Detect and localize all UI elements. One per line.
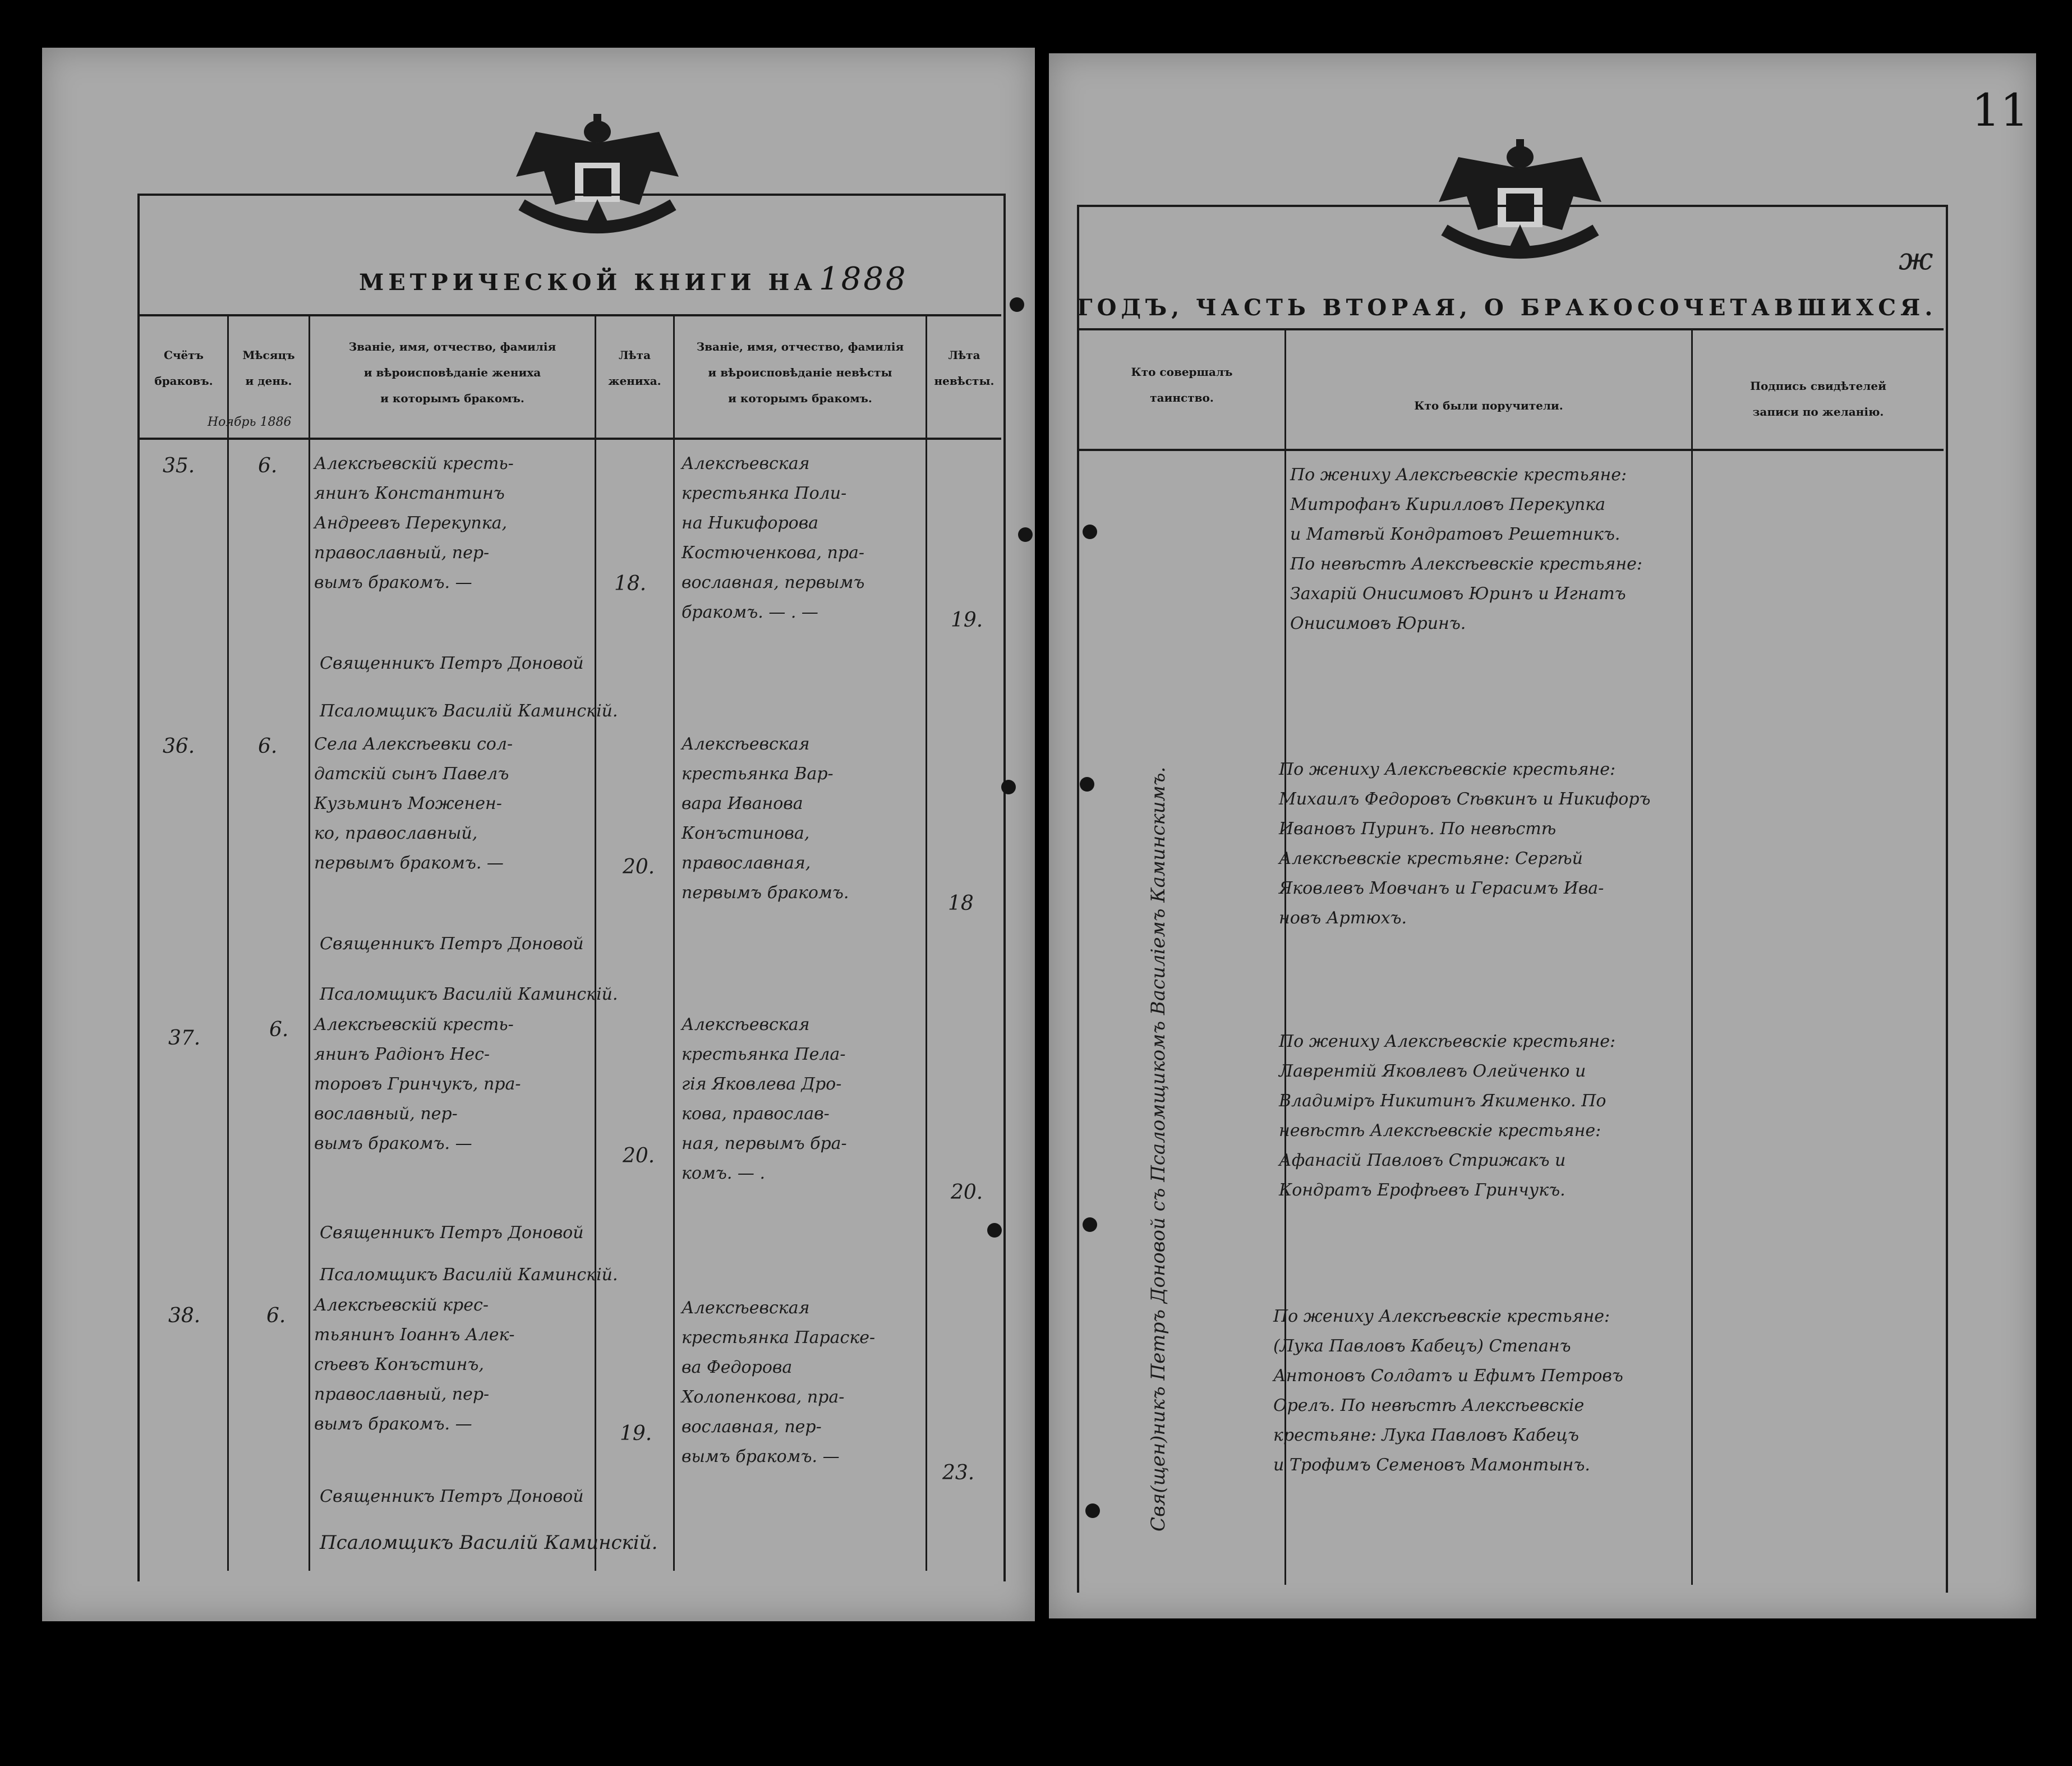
record-bride-age: 18 bbox=[948, 892, 974, 915]
record-groom: Алексѣевскій крес- тьянинъ Іоаннъ Алек- сѣевъ Конъстинъ, православный, пер- вымъ бракомъ. — bbox=[314, 1295, 515, 1434]
binding-hole bbox=[1083, 1217, 1097, 1232]
record-groom: Села Алексѣевки сол- датскій сынъ Павелъ Кузьминъ Моженен- ко, православный, первымъ бракомъ. — bbox=[314, 734, 513, 873]
record-bride-age: 19. bbox=[951, 609, 983, 632]
record-signature: Священникъ Петръ Доновой bbox=[320, 934, 584, 954]
book-year: 1888 bbox=[819, 261, 908, 297]
header-groom-age: Лѣта жениха. bbox=[608, 348, 661, 388]
binding-hole bbox=[1083, 525, 1097, 539]
book-title-right: ГОДЪ, ЧАСТЬ ВТОРАЯ, О БРАКОСОЧЕТАВШИХСЯ. bbox=[1077, 295, 1937, 321]
record-day: 6. bbox=[269, 1018, 289, 1041]
header-signatures: Подпись свидѣтелей записи по желанію. bbox=[1750, 379, 1886, 418]
record-groom-age: 20. bbox=[623, 856, 655, 879]
record-bride-age: 23. bbox=[942, 1461, 975, 1484]
header-bride-age: Лѣта невѣсты. bbox=[934, 348, 994, 388]
header-count: Счётъ браковъ. bbox=[154, 348, 213, 388]
record-clerk: Псаломщикъ Василій Каминскій. bbox=[320, 701, 618, 721]
record-witnesses: По жениху Алексѣевскіе крестьяне: Михаилъ Федоровъ Сѣвкинъ и Никифоръ Ивановъ Пуринъ. По невѣстѣ Алексѣевскіе крестьяне: Сергѣй Яковлевъ Мовчанъ и Герасимъ Ива- новъ Артюхъ. bbox=[1279, 760, 1651, 928]
record-groom-age: 20. bbox=[623, 1144, 655, 1167]
record-groom-age: 18. bbox=[614, 572, 647, 595]
record-groom: Алексѣевскій кресть- янинъ Константинъ Андреевъ Перекупка, православный, пер- вымъ бракомъ. — bbox=[314, 454, 514, 592]
record-bride: Алексѣевская крестьянка Параскe- ва Федорова Холопенкова, пра- вославная, пер- вымъ бракомъ. — bbox=[682, 1298, 876, 1466]
page-mark: ж bbox=[1899, 241, 1933, 277]
record-signature: Священникъ Петръ Доновой bbox=[320, 1487, 584, 1506]
record-num: 38. bbox=[168, 1304, 201, 1327]
record-witnesses: По жениху Алексѣевскіе крестьяне: Лаврентій Яковлевъ Олейченко и Владиміръ Никитинъ Якименко. По невѣстѣ Алексѣевскіе крестьяне: Афанасій Павловъ Стрижакъ и Кондратъ Ерофѣевъ Гринчукъ. bbox=[1279, 1032, 1616, 1200]
header-groom: Званіе, имя, отчество, фамилія и вѣроисповѣданіе жениха и которымъ бракомъ. bbox=[348, 340, 556, 405]
record-num: 35. bbox=[163, 454, 195, 477]
record-witnesses: По жениху Алексѣевскіе крестьяне: Митрофанъ Кирилловъ Перекупка и Матвѣй Кондратовъ Решетникъ. По невѣстѣ Алексѣевскіе крестьяне: Захарій Онисимовъ Юринъ и Игнатъ Онисимовъ Юринъ. bbox=[1290, 465, 1642, 633]
record-clerk: Псаломщикъ Василій Каминскій. bbox=[320, 985, 618, 1004]
record-bride: Алексѣевская крестьянка Поли- на Никифорова Костюченкова, пра- вославная, первымъ бракомъ. — . — bbox=[682, 454, 865, 622]
binding-hole bbox=[1018, 527, 1033, 542]
header-performer: Кто совершалъ таинство. bbox=[1131, 365, 1233, 404]
record-num: 36. bbox=[163, 735, 195, 758]
page-number: 11 bbox=[1972, 84, 2029, 136]
binding-hole bbox=[987, 1223, 1002, 1238]
record-day: 6. bbox=[258, 454, 278, 477]
record-day: 6. bbox=[258, 735, 278, 758]
record-groom-age: 19. bbox=[620, 1422, 652, 1445]
binding-hole bbox=[1010, 297, 1024, 312]
binding-hole bbox=[1085, 1503, 1100, 1518]
record-day: 6. bbox=[266, 1304, 286, 1327]
record-bride: Алексѣевская крестьянка Пела- гія Яковлева Дро- кова, православ- ная, первымъ бра- комъ. — . bbox=[682, 1015, 847, 1183]
record-signature: Священникъ Петръ Доновой bbox=[320, 654, 584, 673]
record-groom: Алексѣевскій кресть- янинъ Радіонъ Нес- торовъ Гринчукъ, пра- вославный, пер- вымъ бракомъ. — bbox=[314, 1015, 521, 1153]
binding-hole bbox=[1080, 777, 1094, 792]
binding-hole bbox=[1001, 780, 1016, 794]
final-clerk-signature: Псаломщикъ Василій Каминскій. bbox=[320, 1532, 658, 1554]
header-witnesses: Кто были поручители. bbox=[1414, 399, 1563, 412]
record-clerk: Псаломщикъ Василій Каминскій. bbox=[320, 1265, 618, 1285]
record-bride: Алексѣевская крестьянка Вар- вара Иванова Конъстинова, православная, первымъ бракомъ. bbox=[682, 734, 849, 903]
header-month-note: Ноябрь 1886 bbox=[208, 415, 292, 429]
record-witnesses: По жениху Алексѣевскіе крестьяне: (Лука Павловъ Кабецъ) Степанъ Антоновъ Солдатъ и Ефимъ Петровъ Орелъ. По невѣстѣ Алексѣевскіе крестьяне: Лука Павловъ Кабецъ и Трофимъ Семеновъ Мамонтынъ. bbox=[1273, 1307, 1623, 1475]
record-signature: Священникъ Петръ Доновой bbox=[320, 1223, 584, 1243]
book-title-left: МЕТРИЧЕСКОЙ КНИГИ НА bbox=[359, 269, 817, 296]
record-num: 37. bbox=[168, 1027, 201, 1050]
record-bride-age: 20. bbox=[951, 1181, 983, 1204]
header-bride: Званіе, имя, отчество, фамилія и вѣроисповѣданіе невѣсты и которымъ бракомъ. bbox=[696, 340, 904, 405]
header-month: Мѣсяцъ и день. bbox=[242, 348, 295, 388]
performer-note: Свя(щен)никъ Петръ Доновой съ Псаломщикомъ Василіемъ Каминскимъ. bbox=[1147, 766, 1169, 1532]
